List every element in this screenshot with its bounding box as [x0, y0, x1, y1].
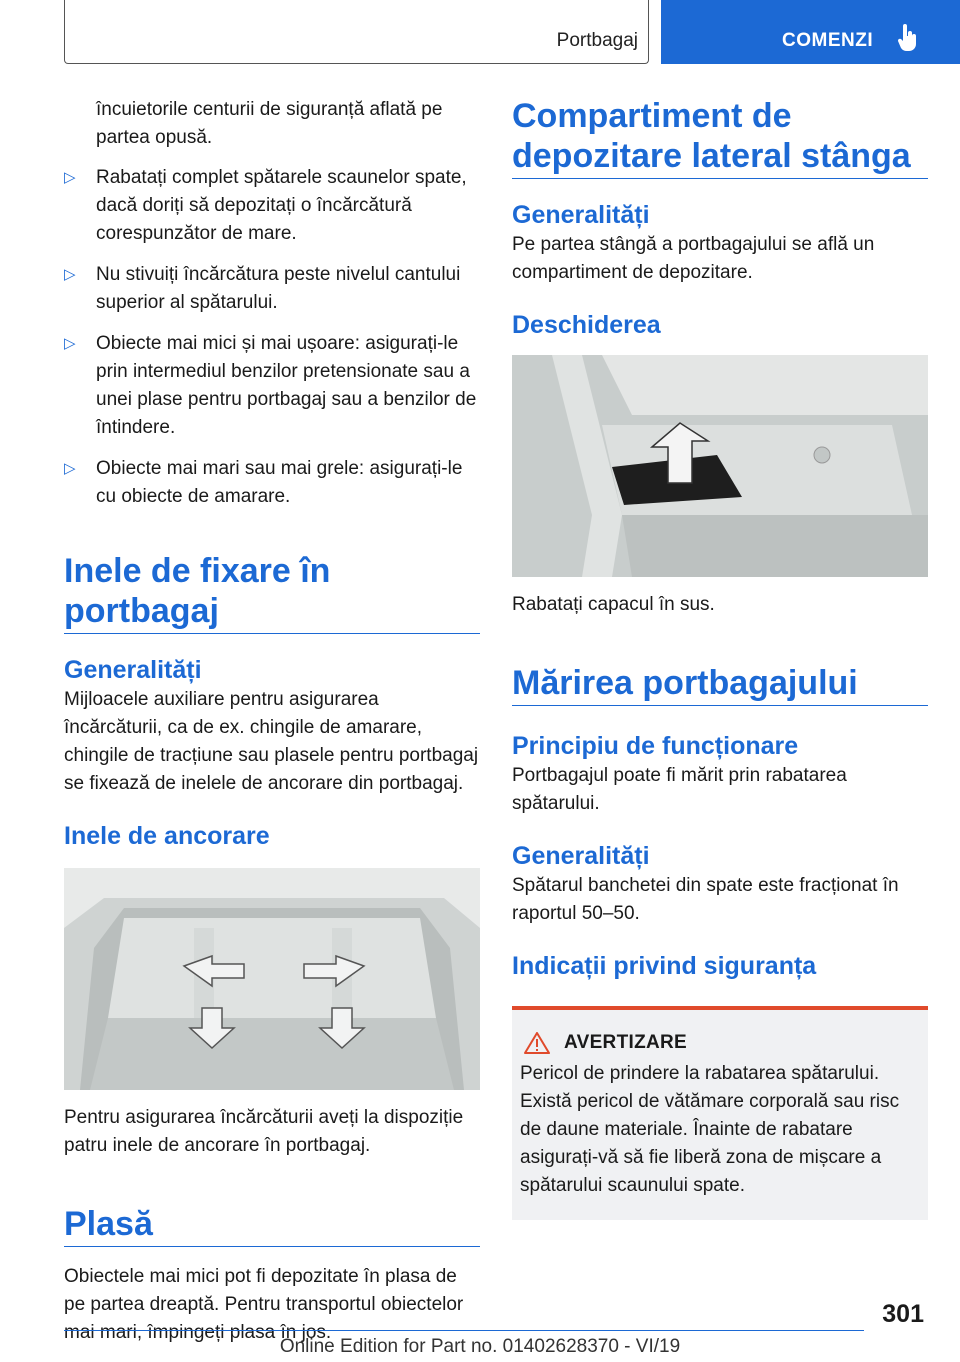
- left-column: [64, 96, 480, 1347]
- heading-enlarge: Mărirea portbagajului: [512, 663, 928, 706]
- warning-text: Pericol de prindere la rabatarea spătarului. Există pericol de vătămare corporală sau risc de daune materiale. Înainte de rabatare asigurați-vă să fie liberă zona de mișcare a spătarului scaunului spate.: [520, 1063, 900, 1196]
- chapter-title: Portbagaj: [556, 30, 638, 51]
- warning-title: AVERTIZARE: [564, 1032, 687, 1053]
- intro-text: încuietorile centurii de siguranță aflată pe partea opusă.: [96, 99, 443, 148]
- right-column: [512, 96, 928, 1220]
- triangle-right-icon: ▷: [64, 266, 76, 283]
- subheading-safety: Indicații privind siguranța: [512, 952, 817, 980]
- warning-triangle-icon: [524, 1032, 550, 1054]
- hand-pointer-icon: [897, 24, 919, 52]
- list-item: ▷ Obiecte mai mici și mai ușoare: asigurați-le prin intermediul benzilor pretensionate sau a unei plase pentru portbagaj sau a benzilor de întindere.: [64, 330, 480, 442]
- anchor-text: Pentru asigurarea încărcăturii aveți la dispoziție patru inele de ancorare în portbagaj.: [64, 1107, 464, 1156]
- header-chapter-box: [64, 0, 649, 64]
- split-text: Spătarul banchetei din spate este fracționat în raportul 50–50.: [512, 875, 899, 924]
- warning-header: [524, 1032, 920, 1054]
- triangle-right-icon: ▷: [64, 335, 76, 352]
- footer-divider: [64, 1330, 864, 1331]
- subheading-open: Deschiderea: [512, 311, 661, 339]
- subheading-anchor: Inele de ancorare: [64, 822, 270, 850]
- subheading-principle: Principiu de funcționare: [512, 732, 799, 760]
- subheading-general: Generalități: [512, 201, 650, 229]
- header-section-tab[interactable]: [661, 0, 960, 64]
- warning-box: [512, 1006, 928, 1220]
- heading-storage: Compartiment de depozitare lateral stânga: [512, 96, 928, 179]
- subheading-general: Generalități: [512, 842, 650, 870]
- page-number: 301: [882, 1300, 924, 1328]
- net-text: Obiectele mai mici pot fi depozitate în plasa de pe partea dreaptă. Pentru transportul obiectelor mai mari, împingeți plasa în jos.: [64, 1266, 464, 1343]
- trunk-anchor-photo: [64, 868, 480, 1090]
- triangle-right-icon: ▷: [64, 460, 76, 477]
- principle-text: Portbagajul poate fi mărit prin rabatarea spătarului.: [512, 765, 847, 814]
- storage-compartment-photo: [512, 355, 928, 577]
- general-text: Mijloacele auxiliare pentru asigurarea încărcăturii, ca de ex. chingile de amarare, chingile de tracțiune sau plasele pentru portbagaj se fixează de inelele de ancorare din portbagaj.: [64, 689, 479, 794]
- list-item: ▷ Nu stivuiți încărcătura peste nivelul cantului superior al spătarului.: [64, 261, 480, 317]
- list-item: ▷ Obiecte mai mari sau mai grele: asigurați-le cu obiecte de amarare.: [64, 455, 480, 511]
- section-label: COMENZI: [782, 30, 874, 51]
- list-item: ▷ Rabatați complet spătarele scaunelor spate, dacă doriți să depozitați o încărcătură corespunzător de mare.: [64, 164, 480, 248]
- footer-edition: Online Edition for Part no. 01402628370 - VI/19: [279, 1336, 681, 1357]
- open-text: Rabatați capacul în sus.: [512, 594, 715, 615]
- storage-text: Pe partea stângă a portbagajului se află un compartiment de depozitare.: [512, 234, 875, 283]
- triangle-right-icon: ▷: [64, 169, 76, 186]
- heading-rings: Inele de fixare în portbagaj: [64, 551, 480, 634]
- subheading-general: Generalități: [64, 656, 202, 684]
- heading-net: Plasă: [64, 1204, 480, 1247]
